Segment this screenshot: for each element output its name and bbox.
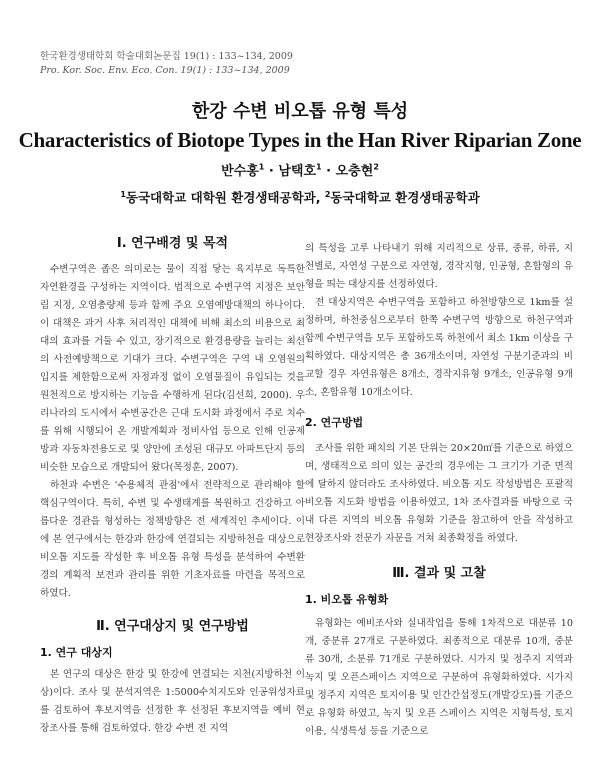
title-english: Characteristics of Biotope Types in the Han River Riparian Zone — [18, 128, 582, 152]
author-list — [0, 160, 600, 179]
author-name: 반수홍 — [221, 164, 259, 179]
affiliation-2: 동국대학교 환경생태공학과 — [330, 190, 480, 205]
body-paragraph: 수변구역은 좁은 의미로는 물이 직접 닿는 육지부로 독특한 자연환경을 구성하는 지역이다. 법적으로 수변구역 지정은 보안림 지정, 오염총량제 등과 함께 주요 오염예방대책의 하나이다. 이 대책은 과거 사후 처리적인 대책에 비해 최소의 비용으로 최대의 효과를 거둘 수 있고, 장기적으로 환경용량을 늘리는 최선의 사전예방책으로 기대가 크다. 수변구역은 구역 내 오염원의 입지를 제한함으로써 자정과정 없이 오염물질이 유입되는 것을 원천적으로 방지하는 기능을 수행하게 된다(김선희, 2000). 우리나라의 도시에서 수변공간은 근대 도시화 과정에서 주로 치수를 위해 시행되어 온 개발계획과 정비사업 등으로 인해 인공제방과 자동차전용도로 및 양안에 조성된 대규모 아파트단지 등의 비슷한 모습으로 개발되어 왔다(목정훈, 2007). — [40, 264, 305, 473]
body-paragraph: 유형화는 예비조사와 실내작업을 통해 1차적으로 대분류 10개, 중분류 27개로 구분하였다. 최종적으로 대분류 10개, 중분류 30개, 소분류 71개로 구분하였다. 시가지 및 정주지 지역과 녹지 및 오픈스페이스 지역으로 구분하여 유형화하였다. 시가지 및 정주지 지역은 토지이용 및 인간간섭정도(개발강도)를 기준으로 유형화 하였고, 녹지 및 오픈 스페이스 지역은 지형특성, 토지이용, 식생특성 등을 기준으로 — [305, 618, 573, 737]
author-name: 남택호 — [278, 164, 317, 179]
body-paragraph: 의 특성을 고루 나타내기 위해 지리적으로 상류, 중류, 하류, 지천별로, 자연성 구분으로 자연형, 경작지형, 인공형, 혼합형의 유형을 띄는 대상지를 선정하였다. — [305, 243, 573, 290]
section-heading: Ⅱ. 연구대상지 및 연구방법 — [96, 619, 249, 634]
author-affiliation-mark: 1 — [316, 162, 322, 172]
subsection-heading: 2. 연구방법 — [305, 416, 364, 429]
author-affiliation-mark: 2 — [373, 162, 379, 172]
author-name: 오충현 — [335, 164, 374, 179]
author-affiliation-mark: 1 — [258, 162, 265, 172]
right-column — [305, 240, 573, 741]
affiliation-1: 동국대학교 대학원 환경생태공학과, — [125, 190, 325, 205]
body-paragraph: 전 대상지역은 수변구역을 포함하고 하천방향으로 1km를 설정하며, 하천중심으로부터 한쪽 수변구역 방향으로 하천구역과 함께 수변구역을 모두 포함하도록 하천에서 최소 1km 이상을 구획하였다. 대상지역은 총 36개소이며, 자연성 구분기준과의 비교할 경우 자연유형은 8개소, 경작지유형 9개소, 인공유형 9개소, 혼합유형 10개소이다. — [305, 297, 573, 398]
left-column — [40, 232, 305, 738]
author-separator: · — [321, 164, 336, 179]
affiliation-mark: 1 — [120, 189, 126, 199]
title-korean: 한강 수변 비오톱 유형 특성 — [191, 101, 409, 122]
section-heading: Ⅲ. 결과 및 고찰 — [392, 566, 486, 581]
journal-header-english: Pro. Kor. Soc. Env. Eco. Con. 19(1) : 133~134, 2009 — [40, 65, 290, 76]
journal-header-korean: 한국환경생태학회 학술대회논문집 19(1) : 133~134, 2009 — [40, 51, 293, 62]
body-paragraph: 본 연구의 대상은 한강 및 한강에 연결되는 지천(지방하천 이상)이다. 조사 및 분석지역은 1:5000수치지도와 인공위성자료를 검토하여 후보지역을 선정한 후 선정된 후보지역을 예비 현장조사를 통해 검토하였다. 한강 수변 전 지역 — [40, 669, 305, 734]
section-heading: Ⅰ. 연구배경 및 목적 — [116, 236, 229, 251]
subsection-heading: 1. 비오톱 유형화 — [305, 593, 389, 606]
subsection-heading: 1. 연구 대상지 — [40, 646, 113, 659]
affiliation-mark: 2 — [324, 189, 331, 199]
body-paragraph: 조사를 위한 패치의 기본 단위는 20×20㎡를 기준으로 하였으며, 생태적으로 의미 있는 공간의 경우에는 그 크기가 기준 면적에 달하지 않더라도 조사하였다. 비오톱 지도 작성방법은 포괄적 비오톱 지도화 방법을 이용하였고, 1차 조사결과를 바탕으로 국내 다른 지역의 비오톱 유형화 기준을 참고하여 안을 작성하고 현장조사와 전문가 자문을 거쳐 최종확정을 하였다. — [305, 443, 574, 544]
author-separator: · — [264, 164, 279, 179]
affiliations — [0, 188, 600, 206]
journal-header — [40, 50, 293, 78]
body-paragraph: 하천과 수변은 '수용체적 관점'에서 전략적으로 관리해야 할 핵심구역이다. 특히, 수변 및 수생태계를 복원하고 건강하고 아름다운 경관을 형성하는 정책방향은 전 세계적인 추세이다. 이에 본 연구에서는 한강과 한강에 연결되는 지방하천을 대상으로 비오톱 지도를 작성한 후 비오톱 유형 특성을 분석하여 수변환경의 계획적 보전과 관리를 위한 기초자료를 마련을 목적으로 하였다. — [40, 480, 305, 599]
